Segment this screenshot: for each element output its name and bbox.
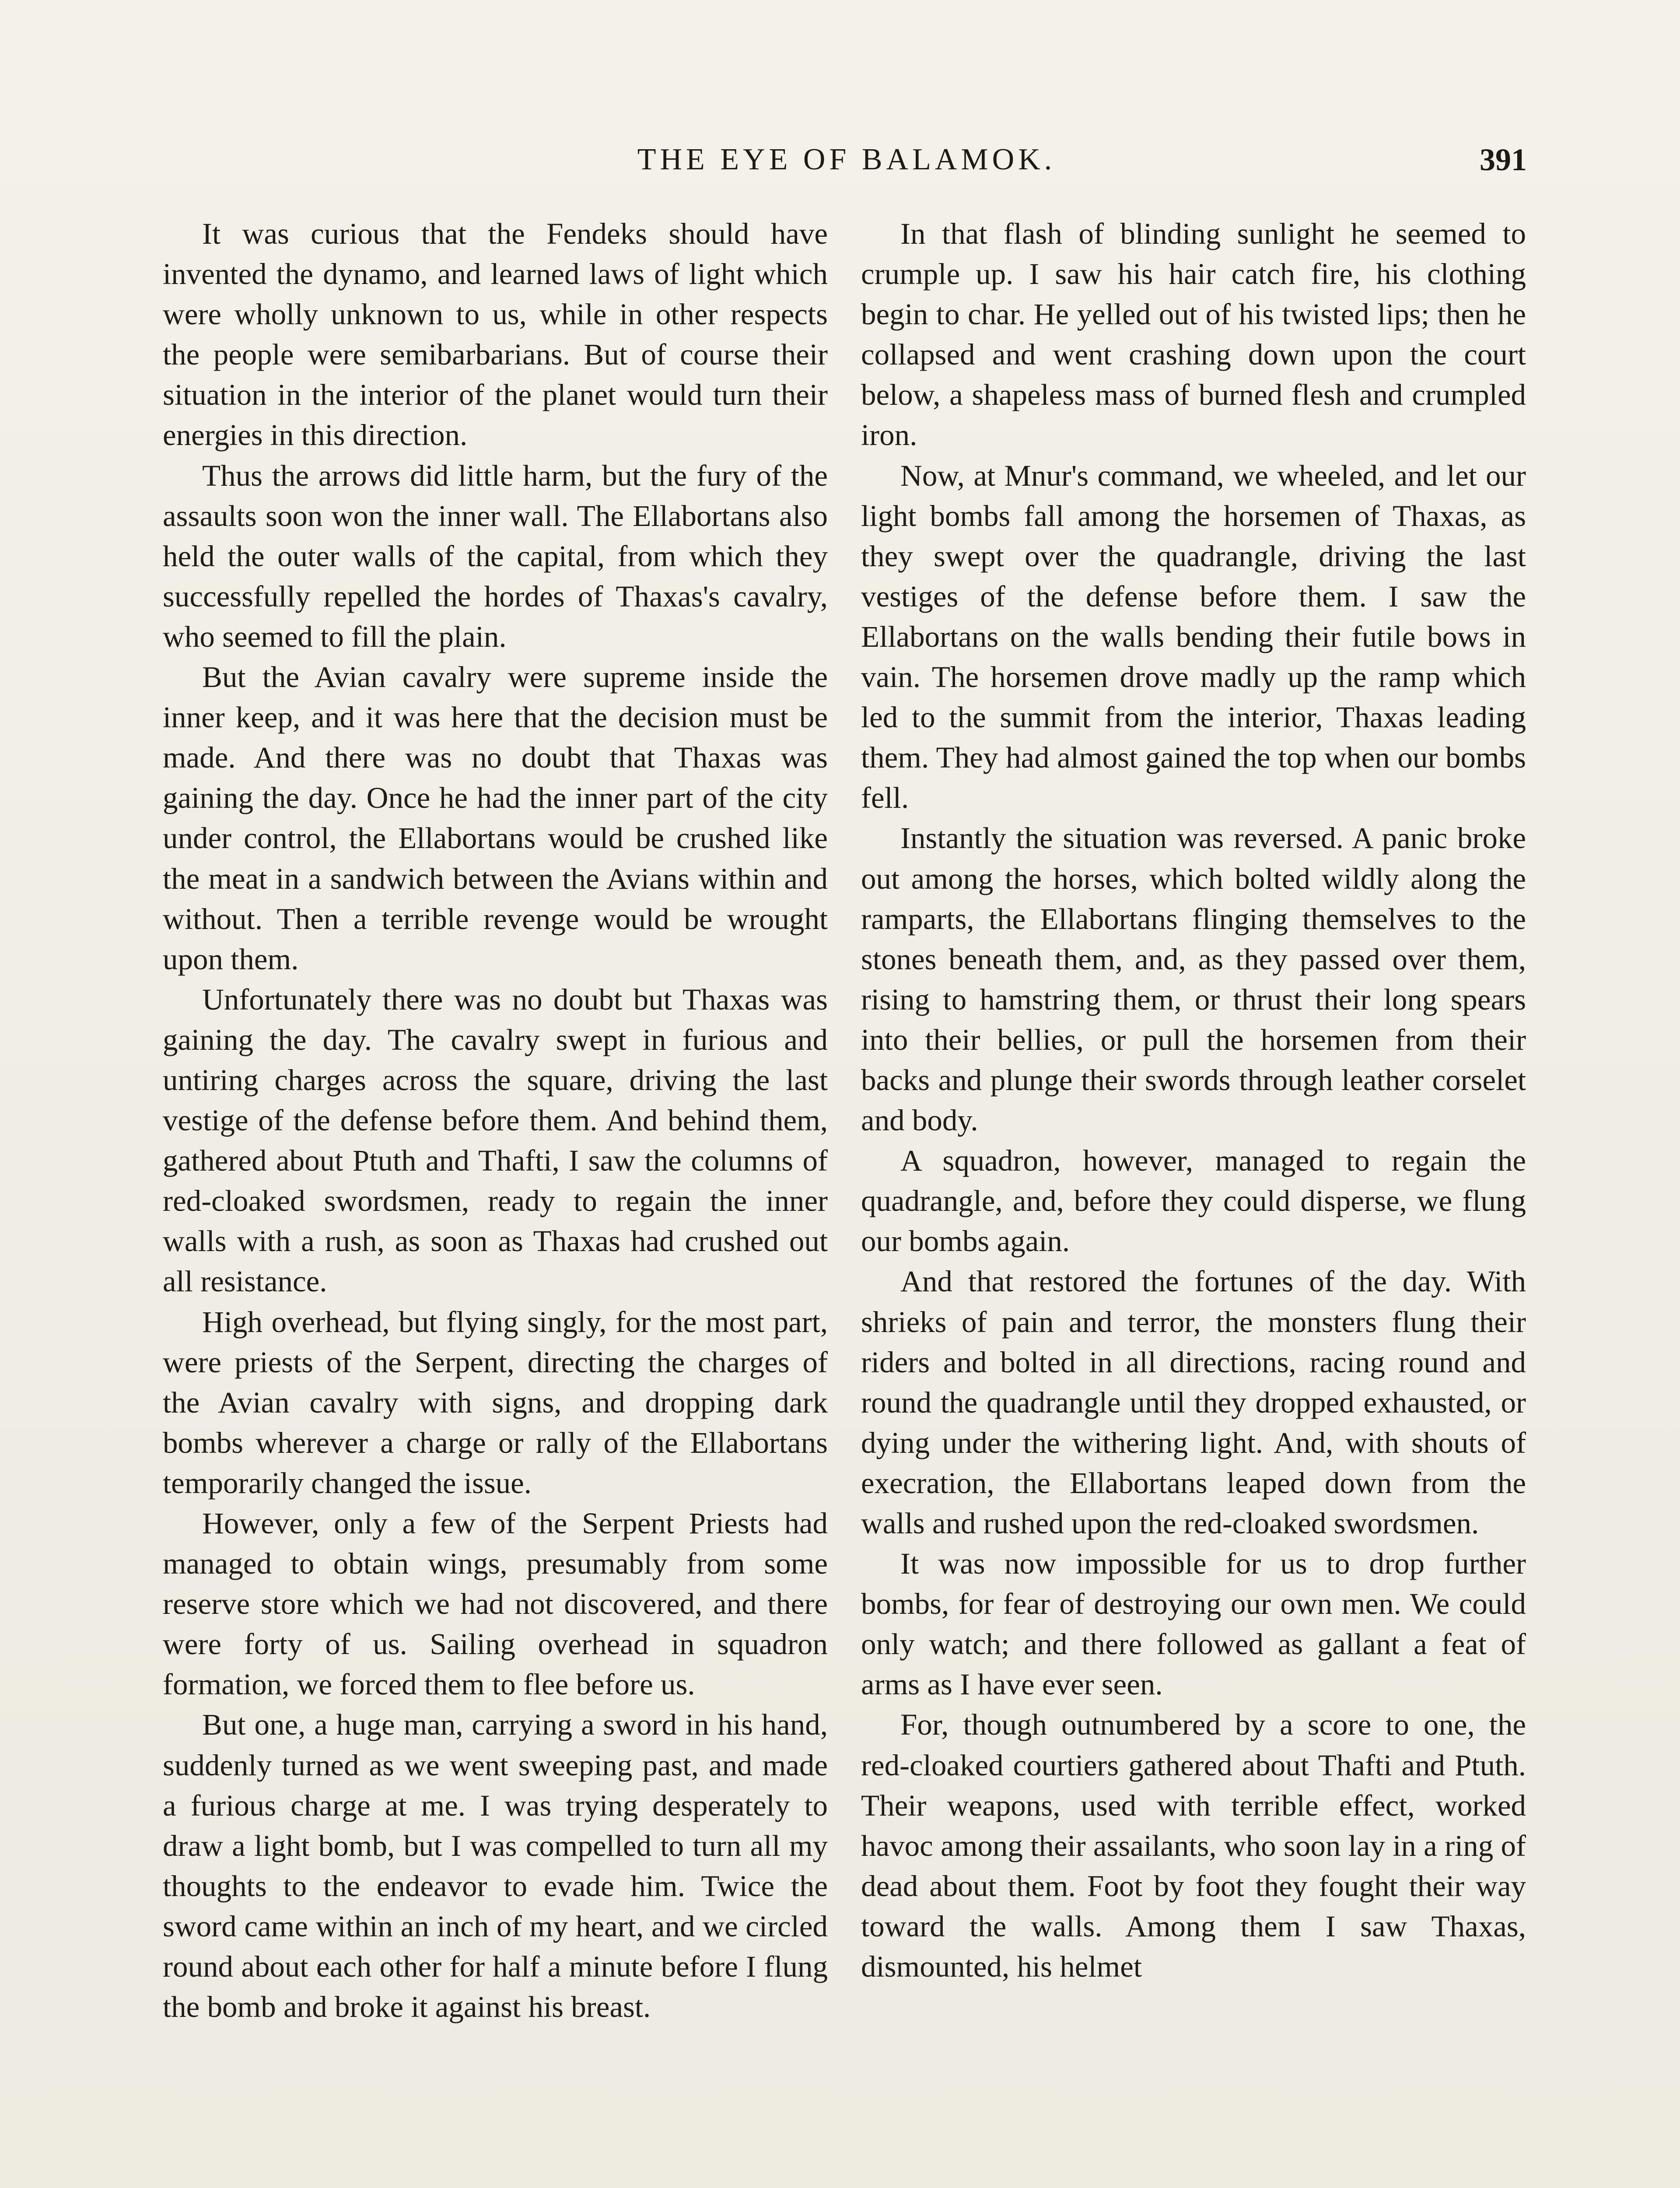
page-header <box>166 136 1527 184</box>
paragraph: For, though outnumbered by a score to one, the red-cloaked courtiers gathered about Thafti and Ptuth. Their weapons, used with terrible effect, worked havoc among their assailants, who soon lay in a ring of dead about them. Foot by foot they fought their way toward the walls. Among them I saw Thaxas, dismounted, his helmet <box>861 1708 1526 1984</box>
paragraph: Instantly the situation was reversed. A panic broke out among the horses, which bolted wildly along the ramparts, the Ellabortans flinging themselves to the stones beneath them, and, as they passed over them, rising to hamstring them, or thrust their long spears into their bellies, or pull the horsemen from their backs and plunge their swords through leather corselet and body. <box>861 821 1526 1137</box>
paragraph: A squadron, however, managed to regain the quadrangle, and, before they could disperse, we flung our bombs again. <box>861 1144 1526 1258</box>
paragraph: Thus the arrows did little harm, but the fury of the assaults soon won the inner wall. The Ellabortans also held the outer walls of the capital, from which they successfully repelled the hordes of Thaxas's cavalry, who seemed to fill the plain. <box>163 459 828 653</box>
paragraph: High overhead, but flying singly, for the most part, were priests of the Serpent, directing the charges of the Avian cavalry with signs, and dropping dark bombs wherever a charge or rally of the Ellabortans temporarily changed the issue. <box>163 1305 828 1500</box>
paragraph: In that flash of blinding sunlight he seemed to crumple up. I saw his hair catch fire, his clothing begin to char. He yelled out of his twisted lips; then he collapsed and went crashing down upon the court below, a shapeless mass of burned flesh and crumpled iron. <box>861 217 1526 452</box>
left-text-column <box>163 214 828 2188</box>
paragraph: It was now impossible for us to drop further bombs, for fear of destroying our own men. We could only watch; and there followed as gallant a feat of arms as I have ever seen. <box>861 1547 1526 1701</box>
paragraph: Unfortunately there was no doubt but Thaxas was gaining the day. The cavalry swept in furious and untiring charges across the square, driving the last vestige of the defense before them. And behind them, gathered about Ptuth and Thafti, I saw the columns of red-cloaked swordsmen, ready to regain the inner walls with a rush, as soon as Thaxas had crushed out all resistance. <box>163 982 828 1298</box>
running-title: THE EYE OF BALAMOK. <box>637 143 1056 176</box>
paragraph: But one, a huge man, carrying a sword in his hand, suddenly turned as we went sweeping past, and made a furious charge at me. I was trying desperately to draw a light bomb, but I was compelled to turn all my thoughts to the endeavor to evade him. Twice the sword came within an inch of my heart, and we circled round about each other for half a minute before I flung the bomb and broke it against his breast. <box>163 1708 828 2024</box>
paragraph: Now, at Mnur's command, we wheeled, and let our light bombs fall among the horsemen of Thaxas, as they swept over the quadrangle, driving the last vestiges of the defense before them. I saw the Ellabortans on the walls bending their futile bows in vain. The horsemen drove madly up the ramp which led to the summit from the interior, Thaxas leading them. They had almost gained the top when our bombs fell. <box>861 459 1526 815</box>
paragraph: But the Avian cavalry were supreme inside the inner keep, and it was here that the decision must be made. And there was no doubt that Thaxas was gaining the day. Once he had the inner part of the city under control, the Ellabortans would be crushed like the meat in a sandwich between the Avians within and without. Then a terrible revenge would be wrought upon them. <box>163 660 828 976</box>
paragraph: And that restored the fortunes of the day. With shrieks of pain and terror, the monsters flung their riders and bolted in all directions, racing round and round the quadrangle until they dropped exhausted, or dying under the withering light. And, with shouts of execration, the Ellabortans leaped down from the walls and rushed upon the red-cloaked swordsmen. <box>861 1265 1526 1540</box>
right-text-column <box>861 214 1526 2188</box>
page-number: 391 <box>1480 142 1527 177</box>
paragraph: It was curious that the Fendeks should have invented the dynamo, and learned laws of light which were wholly unknown to us, while in other respects the people were semibarbarians. But of course their situation in the interior of the planet would turn their energies in this direction. <box>163 217 828 452</box>
paragraph: However, only a few of the Serpent Priests had managed to obtain wings, presumably from some reserve store which we had not discovered, and there were forty of us. Sailing overhead in squadron formation, we forced them to flee before us. <box>163 1507 828 1701</box>
